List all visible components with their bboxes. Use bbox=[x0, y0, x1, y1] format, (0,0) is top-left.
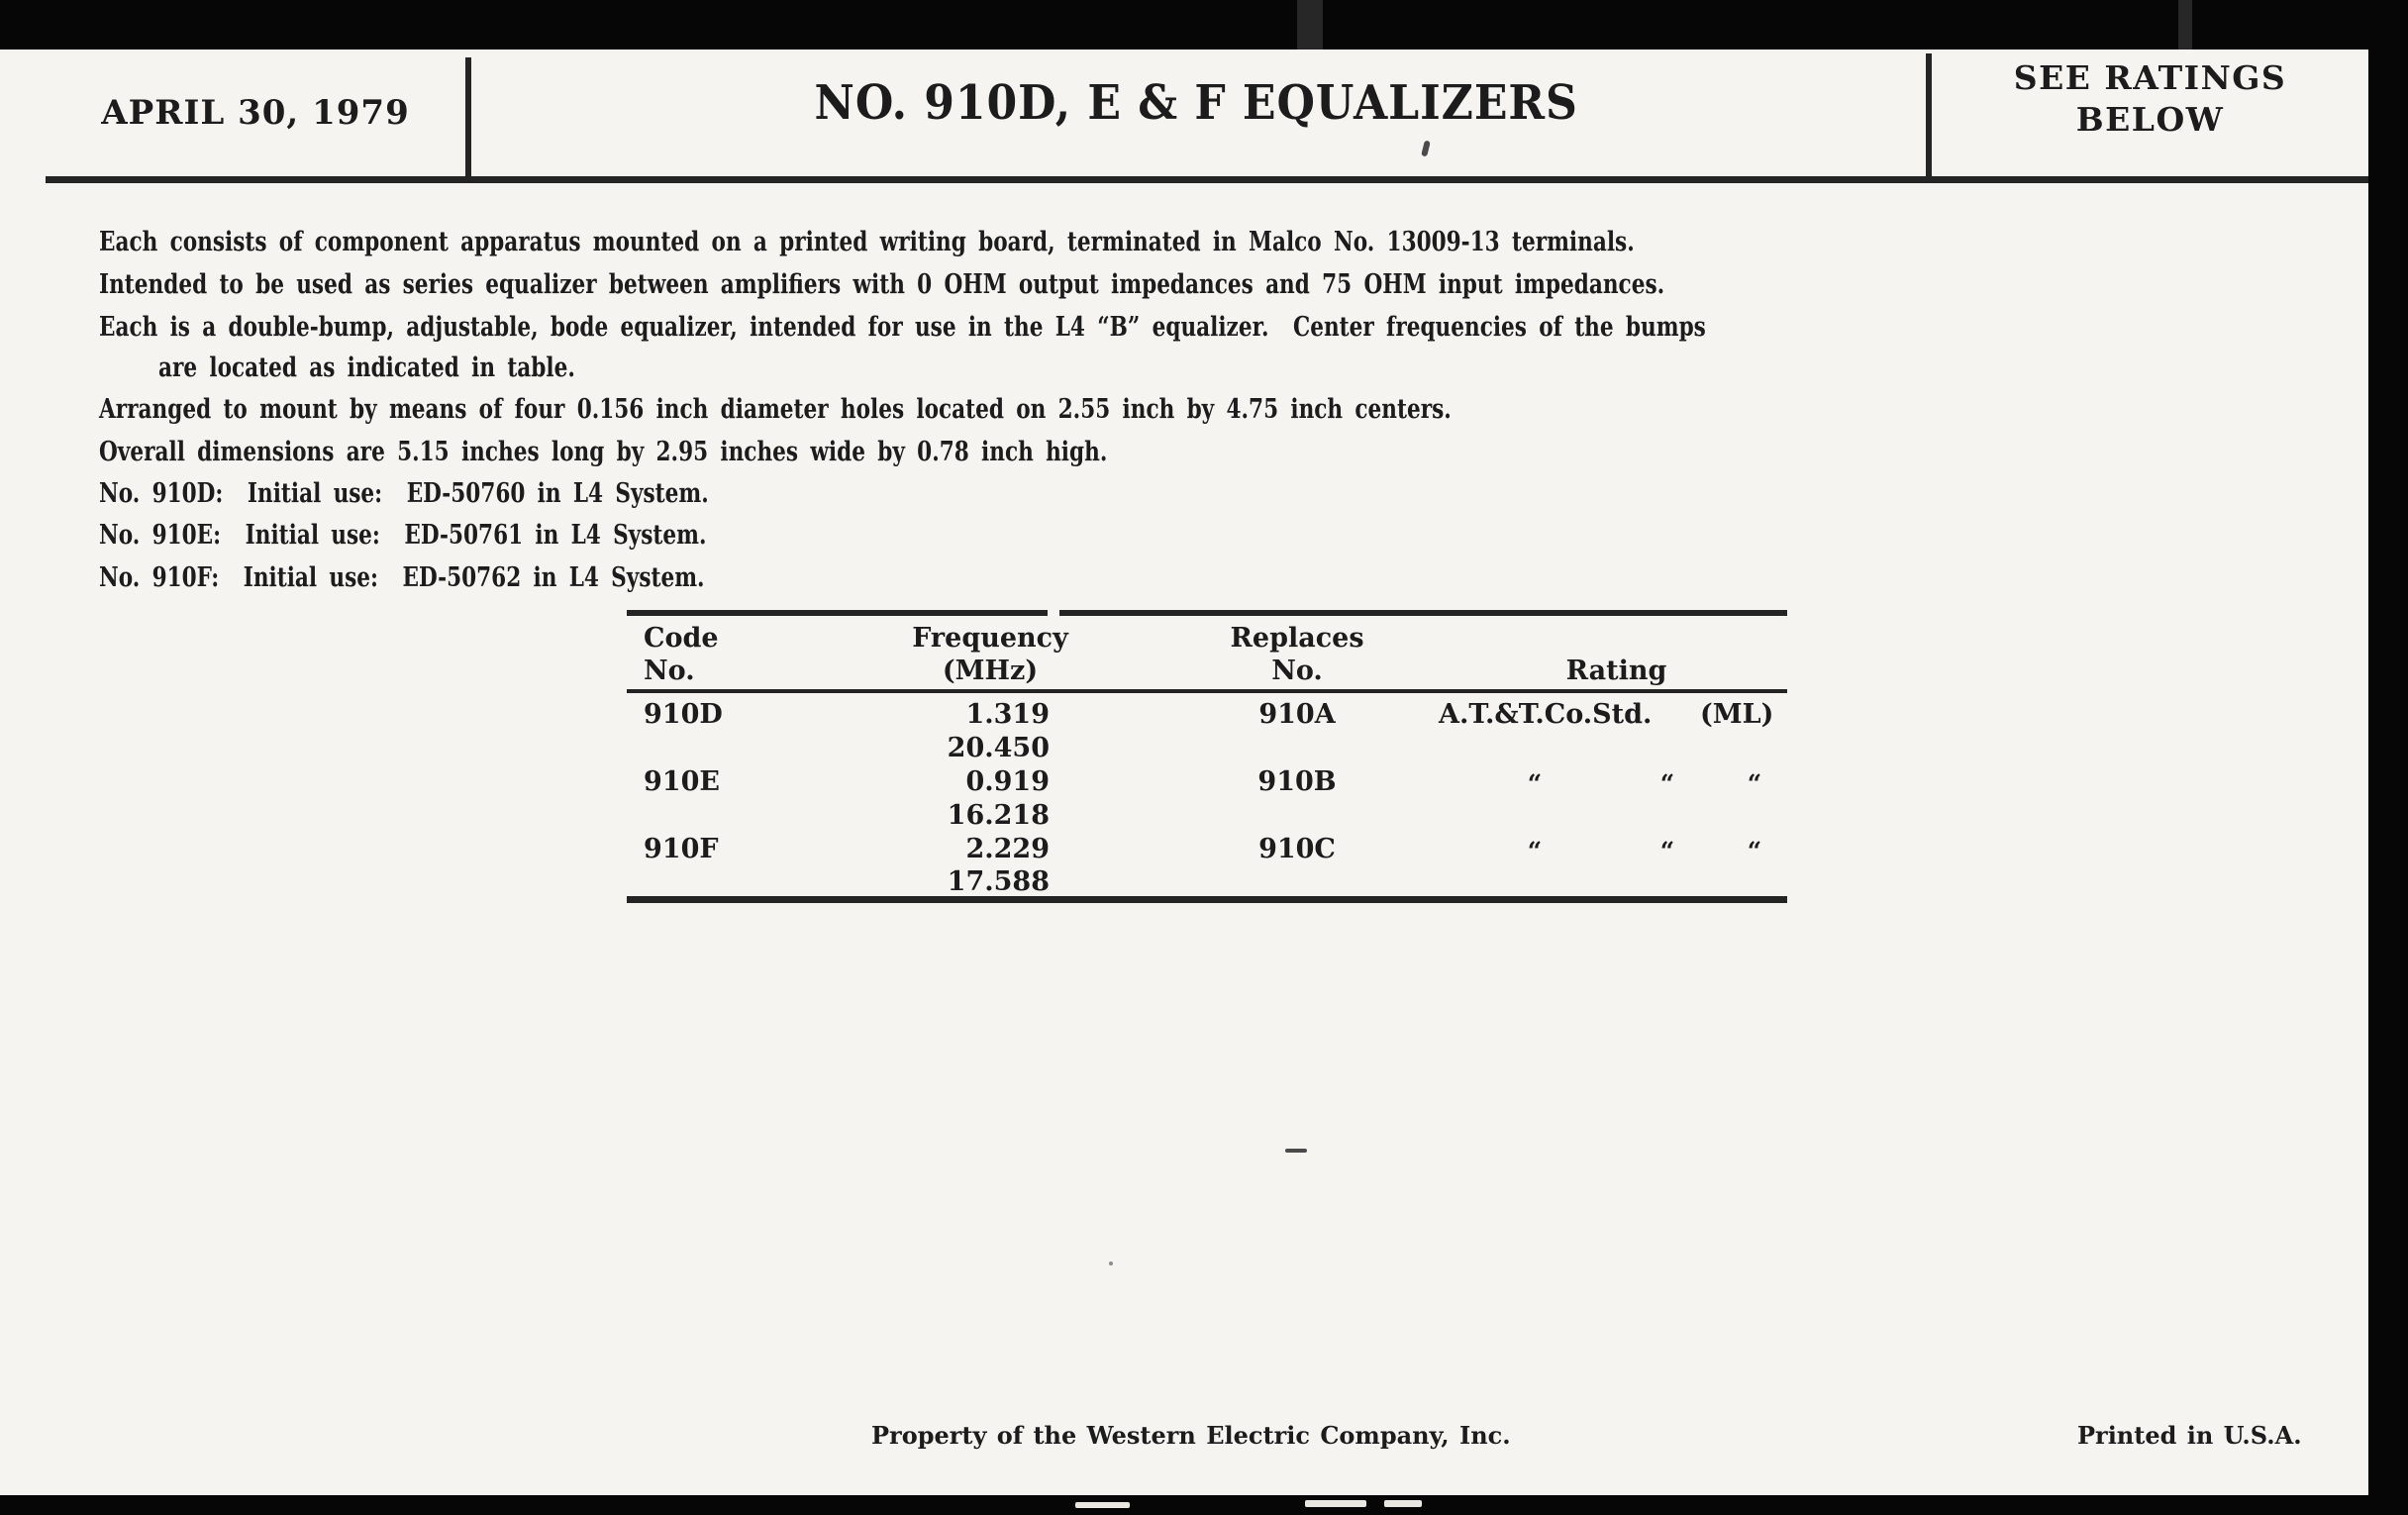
body-line-6: Overall dimensions are 5.15 inches long by 2.95 inches wide by 0.78 inch high. bbox=[99, 437, 1108, 467]
ratings-note bbox=[1932, 57, 2368, 141]
footer-printed-note: Printed in U.S.A. bbox=[2077, 1421, 2302, 1450]
document-date: APRIL 30, 1979 bbox=[101, 93, 410, 133]
table-cell-frequency: 17.588 bbox=[947, 866, 1050, 897]
col-header-frequency-line1: Frequency bbox=[912, 623, 1068, 654]
table-cell-frequency: 20.450 bbox=[947, 733, 1050, 763]
scan-band-top bbox=[0, 0, 2408, 50]
scan-streak bbox=[2178, 0, 2192, 50]
body-line-3: Each is a double-bump, adjustable, bode equalizer, intended for use in the L4 “B” equalizer. Center frequencies of the bumps bbox=[99, 312, 1706, 343]
col-header-code-line1: Code bbox=[644, 623, 719, 654]
col-header-replaces-line2: No. bbox=[1271, 656, 1323, 686]
table-cell-code: 910D bbox=[644, 699, 723, 730]
scan-bottom-mark bbox=[1384, 1500, 1422, 1507]
table-top-rule-right bbox=[1059, 610, 1787, 616]
body-line-4: are located as indicated in table. bbox=[158, 353, 575, 383]
ditto-mark: “ bbox=[1747, 769, 1762, 798]
ditto-mark: “ bbox=[1527, 837, 1543, 865]
ditto-mark: “ bbox=[1659, 837, 1675, 865]
col-header-frequency-line2: (MHz) bbox=[942, 656, 1039, 686]
body-line-5: Arranged to mount by means of four 0.156 inch diameter holes located on 2.55 inch by 4.75 inch centers. bbox=[99, 394, 1452, 425]
table-cell-replaces: 910A bbox=[1258, 699, 1336, 730]
scan-bottom-mark bbox=[1075, 1502, 1130, 1508]
ditto-mark: “ bbox=[1747, 837, 1762, 865]
table-cell-frequency: 1.319 bbox=[965, 699, 1050, 730]
scan-speck bbox=[1285, 1149, 1307, 1153]
table-cell-replaces: 910C bbox=[1258, 834, 1336, 864]
table-cell-code: 910E bbox=[644, 766, 720, 797]
col-header-replaces-line1: Replaces bbox=[1230, 623, 1364, 654]
table-cell-code: 910F bbox=[644, 834, 719, 864]
table-cell-replaces: 910B bbox=[1257, 766, 1337, 797]
body-line-7: No. 910D: Initial use: ED-50760 in L4 System. bbox=[99, 478, 709, 509]
scan-speck bbox=[1421, 141, 1431, 157]
scan-speck bbox=[1109, 1262, 1113, 1265]
col-header-code-line2: No. bbox=[644, 656, 695, 686]
table-top-rule-left bbox=[627, 610, 1048, 616]
scan-streak bbox=[1297, 0, 1323, 50]
body-line-2: Intended to be used as series equalizer between amplifiers with 0 OHM output impedances and 75 OHM input impedances. bbox=[99, 269, 1665, 300]
col-header-rating: Rating bbox=[1565, 656, 1667, 686]
table-cell-rating-suffix: (ML) bbox=[1700, 699, 1774, 730]
scan-band-right bbox=[2368, 0, 2408, 1515]
body-line-9: No. 910F: Initial use: ED-50762 in L4 System. bbox=[99, 562, 705, 593]
ratings-note-line1: SEE RATINGS bbox=[2013, 58, 2287, 97]
ditto-mark: “ bbox=[1527, 769, 1543, 798]
document-title bbox=[467, 75, 1926, 131]
table-cell-frequency: 0.919 bbox=[965, 766, 1050, 797]
table-cell-frequency: 2.229 bbox=[965, 834, 1050, 864]
table-cell-frequency: 16.218 bbox=[947, 800, 1050, 831]
ditto-mark: “ bbox=[1659, 769, 1675, 798]
scan-band-bottom bbox=[0, 1495, 2408, 1515]
body-line-8: No. 910E: Initial use: ED-50761 in L4 System. bbox=[99, 520, 707, 551]
table-header-rule bbox=[627, 689, 1787, 693]
ratings-note-line2: BELOW bbox=[2075, 100, 2225, 139]
footer-property-note: Property of the Western Electric Company, Inc. bbox=[871, 1421, 1511, 1450]
scan-bottom-mark bbox=[1305, 1500, 1366, 1507]
table-cell-rating: A.T.&T.Co.Std. bbox=[1439, 699, 1653, 730]
document-title-text: NO. 910D, E & F EQUALIZERS bbox=[814, 75, 1579, 131]
table-bottom-rule bbox=[627, 896, 1787, 903]
body-line-1: Each consists of component apparatus mounted on a printed writing board, terminated in Malco No. 13009-13 terminals. bbox=[99, 227, 1635, 257]
header-bottom-rule bbox=[46, 176, 2368, 183]
